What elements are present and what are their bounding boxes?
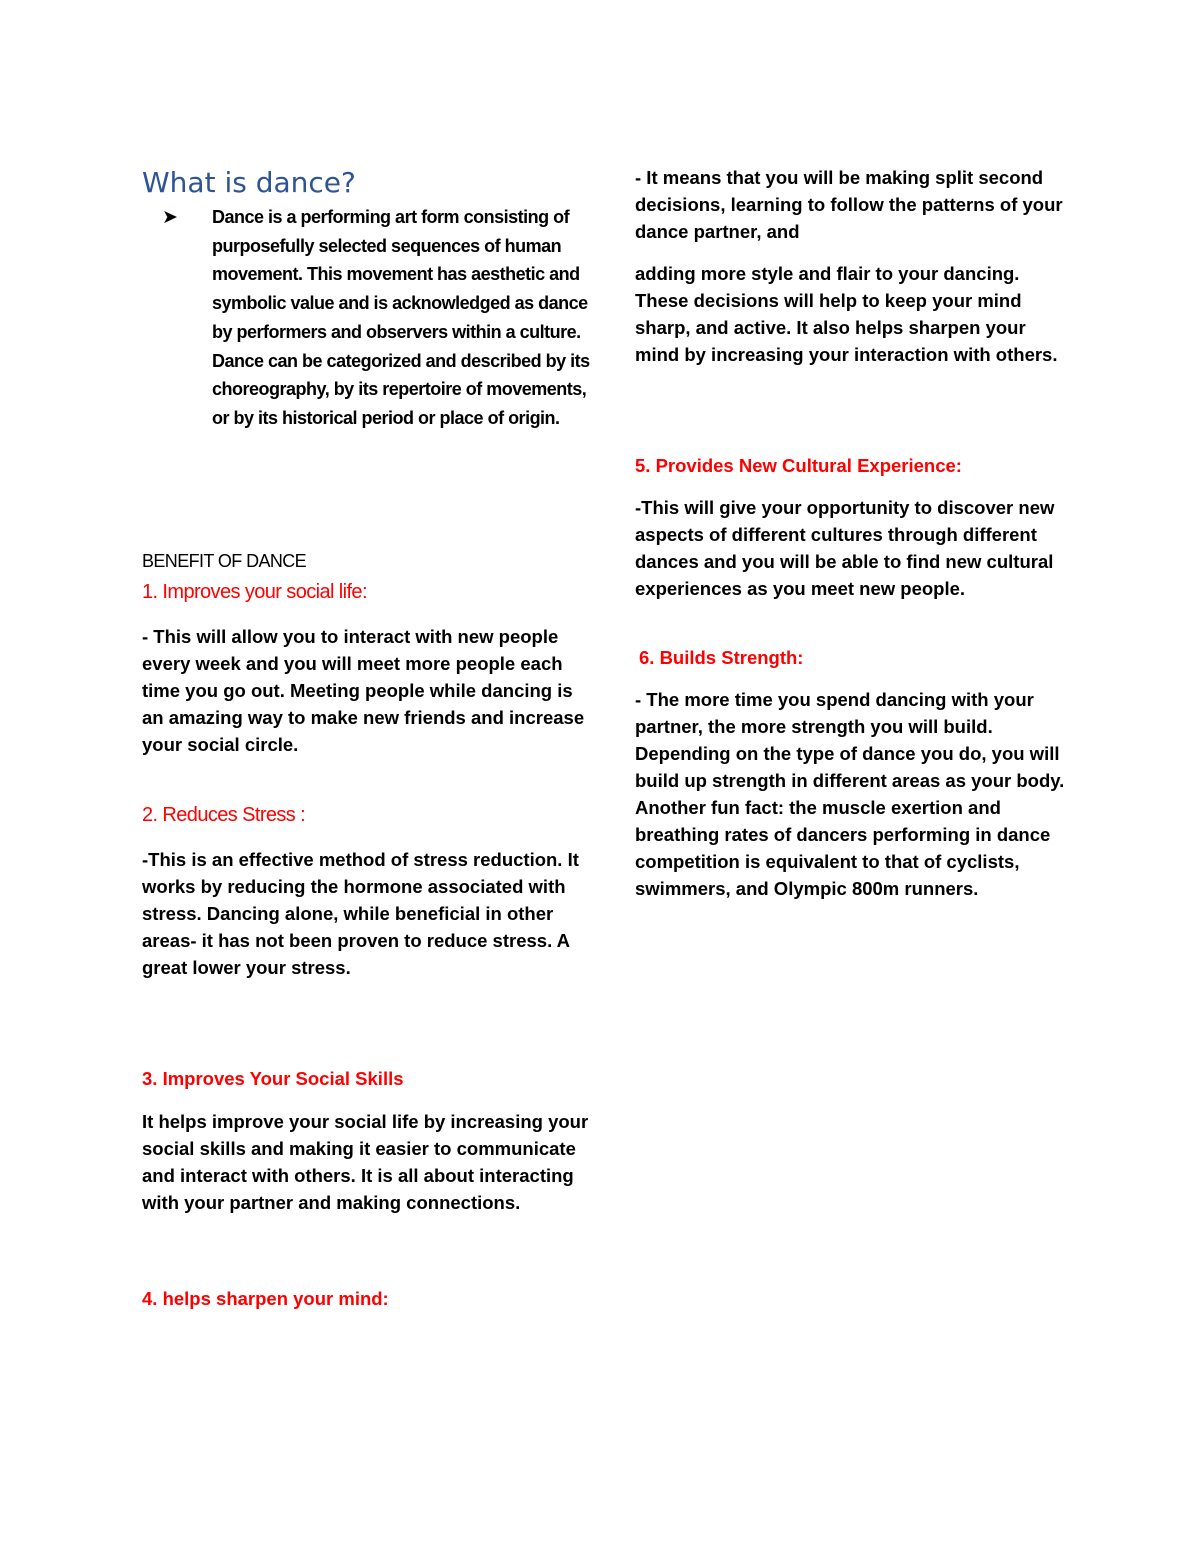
section-6-body: - The more time you spend dancing with your partner, the more strength you will build. Depending on the type of dance you do, you will build up strength in different areas as your body. Another fun fact: the muscle exertion and breathing rates of dancers performing in dance competition is equivalent to that of cyclists, swimmers, and Olympic 800m runners. <box>635 689 1065 899</box>
benefit-heading: BENEFIT OF DANCE <box>142 551 307 571</box>
section-1-body: - This will allow you to interact with new people every week and you will meet more people each time you go out. Meeting people while dancing is an amazing way to make new friends and increase your social circle. <box>142 626 585 755</box>
section-3-body: It helps improve your social life by increasing your social skills and making it easier to communicate and interact with others. It is all about interacting with your partner and making connections. <box>142 1111 589 1213</box>
section-6-heading: 6. Builds Strength: <box>639 647 804 668</box>
section-3-heading: 3. Improves Your Social Skills <box>142 1068 404 1089</box>
section-4-heading: 4. helps sharpen your mind: <box>142 1288 389 1309</box>
arrowhead-bullet-icon: ➤ <box>162 206 178 228</box>
section-5-heading: 5. Provides New Cultural Experience: <box>635 455 962 476</box>
section-5-body: -This will give your opportunity to discover new aspects of different cultures through different dances and you will be able to find new cultural experiences as you meet new people. <box>635 497 1055 599</box>
page-title: What is dance? <box>142 166 356 199</box>
section-2-heading: 2. Reduces Stress : <box>142 804 306 826</box>
intro-paragraph: Dance is a performing art form consisting of purposefully selected sequences of human movement. This movement has aesthetic and symbolic value and is acknowledged as dance by performers and observers within a culture. Dance can be categorized and described by its choreography, by its repertoire of movements, or by its historical period or place of origin. <box>212 207 590 428</box>
section-2-body: -This is an effective method of stress reduction. It works by reducing the hormone associated with stress. Dancing alone, while beneficial in other areas- it has not been proven to reduce stress. A great lower your stress. <box>142 849 579 978</box>
section-1-heading: 1. Improves your social life: <box>142 581 367 603</box>
section-4-body-part-1: - It means that you will be making split second decisions, learning to follow the patterns of your dance partner, and <box>635 167 1063 242</box>
section-4-body-part-2: adding more style and flair to your dancing. These decisions will help to keep your mind sharp, and active. It also helps sharpen your mind by increasing your interaction with others. <box>635 263 1058 365</box>
